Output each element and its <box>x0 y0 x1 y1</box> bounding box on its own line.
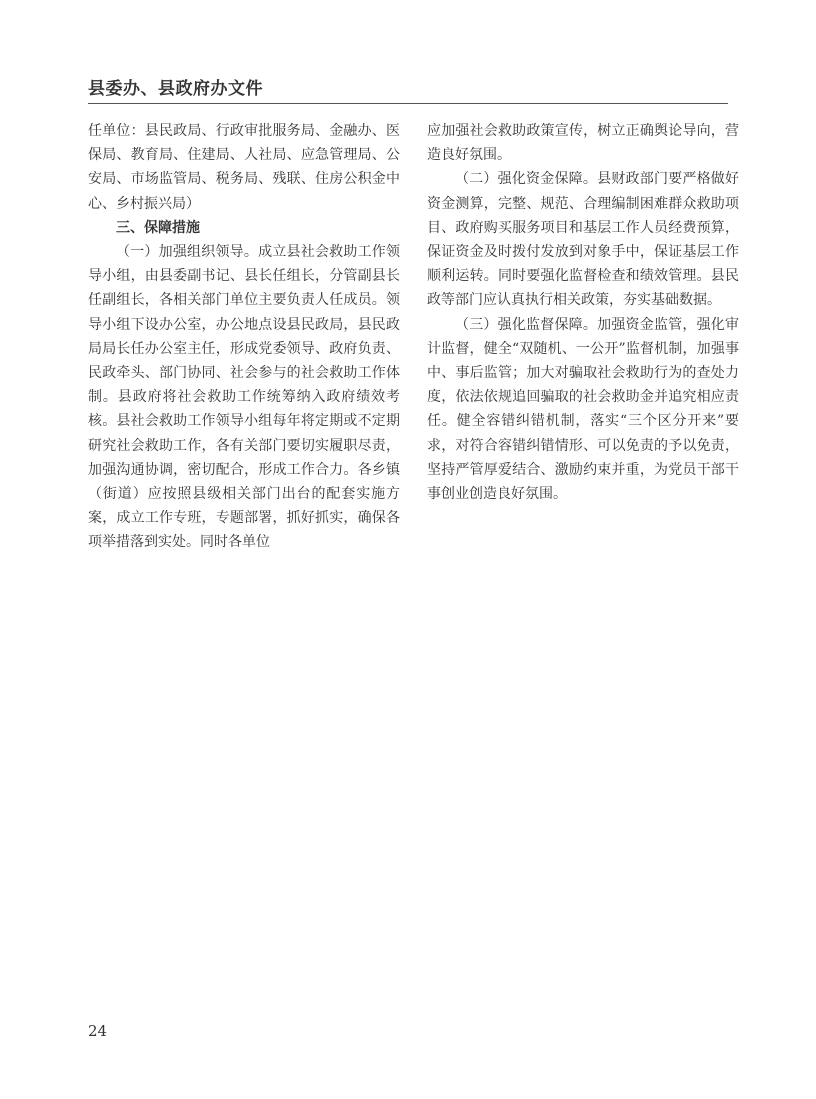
running-header <box>88 78 728 104</box>
right-column <box>427 119 739 506</box>
section-heading: 三、保障措施 <box>116 219 200 236</box>
left-column <box>88 119 400 555</box>
right-paragraph-continued: 应加强社会救助政策宣传，树立正确舆论导向，营造良好氛围。 <box>427 123 739 164</box>
left-paragraph-continued: 任单位：县民政局、行政审批服务局、金融办、医保局、教育局、住建局、人社局、应急管理局、公安局、市场监管局、税务局、残联、住房公积金中心、乡村振兴局） <box>88 123 400 212</box>
left-paragraph-organization: （一）加强组织领导。成立县社会救助工作领导小组，由县委副书记、县长任组长，分管副县长任副组长，各相关部门单位主要负责人任成员。领导小组下设办公室，办公地点设县民政局，县民政局局长任办公室主任，形成党委领导、政府负责、民政牵头、部门协同、社会参与的社会救助工作体制。县政府将社会救助工作统筹纳入政府绩效考核。县社会救助工作领导小组每年将定期或不定期研究社会救助工作，各有关部门要切实履职尽责，加强沟通协调，密切配合，形成工作合力。各乡镇（街道）应按照县级相关部门出台的配套实施方案，成立工作专班，专题部署，抓好抓实，确保各项举措落到实处。同时各单位 <box>88 244 400 551</box>
right-paragraph-supervision: （三）强化监督保障。加强资金监管，强化审计监督，健全“双随机、一公开”监督机制，加强事中、事后监管；加大对骗取社会救助行为的查处力度，依法依规追回骗取的社会救助金并追究相应责任。健全容错纠错机制，落实“三个区分开来”要求，对符合容错纠错情形、可以免责的予以免责，坚持严管厚爱结合、激励约束并重，为党员干部干事创业创造良好氛围。 <box>427 316 739 503</box>
page-number: 24 <box>88 1022 108 1040</box>
right-paragraph-funding: （二）强化资金保障。县财政部门要严格做好资金测算，完整、规范、合理编制困难群众救助项目、政府购买服务项目和基层工作人员经费预算，保证资金及时拨付发放到对象手中，保证基层工作顺利运转。同时要强化监督检查和绩效管理。县民政等部门应认真执行相关政策，夯实基础数据。 <box>427 171 739 309</box>
header-title: 县委办、县政府办文件 <box>88 79 263 99</box>
header-rule <box>88 103 728 104</box>
